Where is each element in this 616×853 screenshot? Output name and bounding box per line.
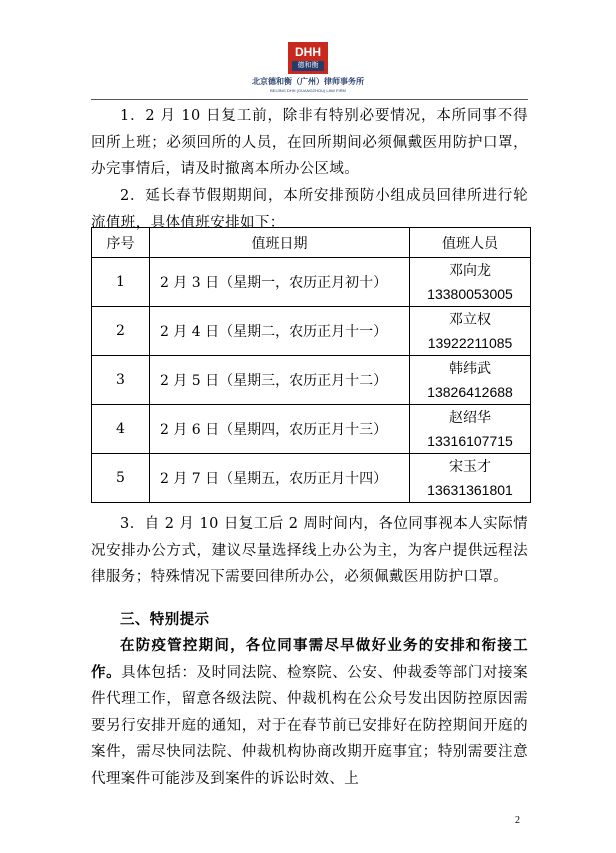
- header-no: 序号: [92, 228, 150, 258]
- row-date: 2 月 3 日（星期一，农历正月初十）: [150, 258, 410, 307]
- table-row: [92, 405, 531, 454]
- section-title-special-notice: 三、特别提示: [120, 612, 210, 628]
- row-staff: [410, 307, 531, 356]
- staff-phone: 13826412688: [427, 384, 513, 400]
- logo-mark: DHH: [295, 45, 321, 59]
- row-no: 3: [92, 356, 150, 405]
- table-row: [92, 307, 531, 356]
- logo-subtext: 德和衡: [292, 61, 324, 71]
- table-row: [92, 258, 531, 307]
- paragraph-4-lead: 在防疫管控期间，各位同事需尽早做好业务的安排和衔接工作。: [91, 638, 528, 681]
- staff-phone: 13922211085: [427, 335, 513, 351]
- row-no: 4: [92, 405, 150, 454]
- row-date: 2 月 5 日（星期三，农历正月十二）: [150, 356, 410, 405]
- firm-name-cn: 北京德和衡（广州）律师事务所: [252, 77, 364, 86]
- letterhead: [0, 0, 616, 100]
- row-staff: [410, 405, 531, 454]
- firm-name-en: BEIJING DHH (GUANGZHOU) LAW FIRM: [270, 88, 346, 93]
- paragraph-4-body: 具体包括：及时同法院、检察院、公安、仲裁委等部门对接案件代理工作，留意各级法院、仲裁机构在公众号发出因防控原因需要另行安排开庭的通知，对于在春节前已安排好在防控期间开庭的案件，需尽快同法院、仲裁机构协商改期开庭事宜；特别需要注意代理案件可能涉及到案件的诉讼时效、上: [91, 664, 528, 787]
- staff-name: 邓立权: [449, 312, 491, 328]
- row-date: 2 月 4 日（星期二，农历正月十一）: [150, 307, 410, 356]
- row-date: 2 月 6 日（星期四，农历正月十三）: [150, 405, 410, 454]
- header-divider: [91, 99, 528, 100]
- row-staff: [410, 258, 531, 307]
- paragraph-1: 1．2 月 10 日复工前，除非有特别必要情况，本所同事不得回所上班；必须回所的人员，在回所期间必须佩戴医用防护口罩，办完事情后，请及时撤离本所办公区域。: [91, 108, 528, 177]
- row-date: 2 月 7 日（星期五，农历正月十四）: [150, 454, 410, 503]
- staff-phone: 13631361801: [427, 482, 513, 498]
- paragraph-3: 3．自 2 月 10 日复工后 2 周时间内，各位同事视本人实际情况安排办公方式，建议尽量选择线上办公为主，为客户提供远程法律服务；特殊情况下需要回律所办公，必须佩戴医用防护口罩。: [91, 516, 528, 585]
- paragraph-2: 2．延长春节假期期间，本所安排预防小组成员回律所进行轮流值班，具体值班安排如下：: [91, 188, 528, 231]
- staff-name: 宋玉才: [449, 459, 491, 475]
- table-header-row: [92, 228, 531, 258]
- staff-name: 赵绍华: [449, 410, 491, 426]
- table-row: [92, 356, 531, 405]
- staff-name: 邓向龙: [449, 263, 491, 279]
- row-staff: [410, 356, 531, 405]
- paragraph-4: [91, 633, 528, 792]
- row-staff: [410, 454, 531, 503]
- staff-phone: 13316107715: [427, 433, 513, 449]
- row-no: 2: [92, 307, 150, 356]
- firm-logo: [288, 42, 328, 74]
- row-no: 5: [92, 454, 150, 503]
- header-staff: 值班人员: [410, 228, 531, 258]
- duty-schedule-table: [91, 227, 531, 503]
- header-date: 值班日期: [150, 228, 410, 258]
- row-no: 1: [92, 258, 150, 307]
- table-row: [92, 454, 531, 503]
- page-number: 2: [515, 815, 520, 826]
- staff-name: 韩纬武: [449, 361, 491, 377]
- staff-phone: 13380053005: [427, 286, 513, 302]
